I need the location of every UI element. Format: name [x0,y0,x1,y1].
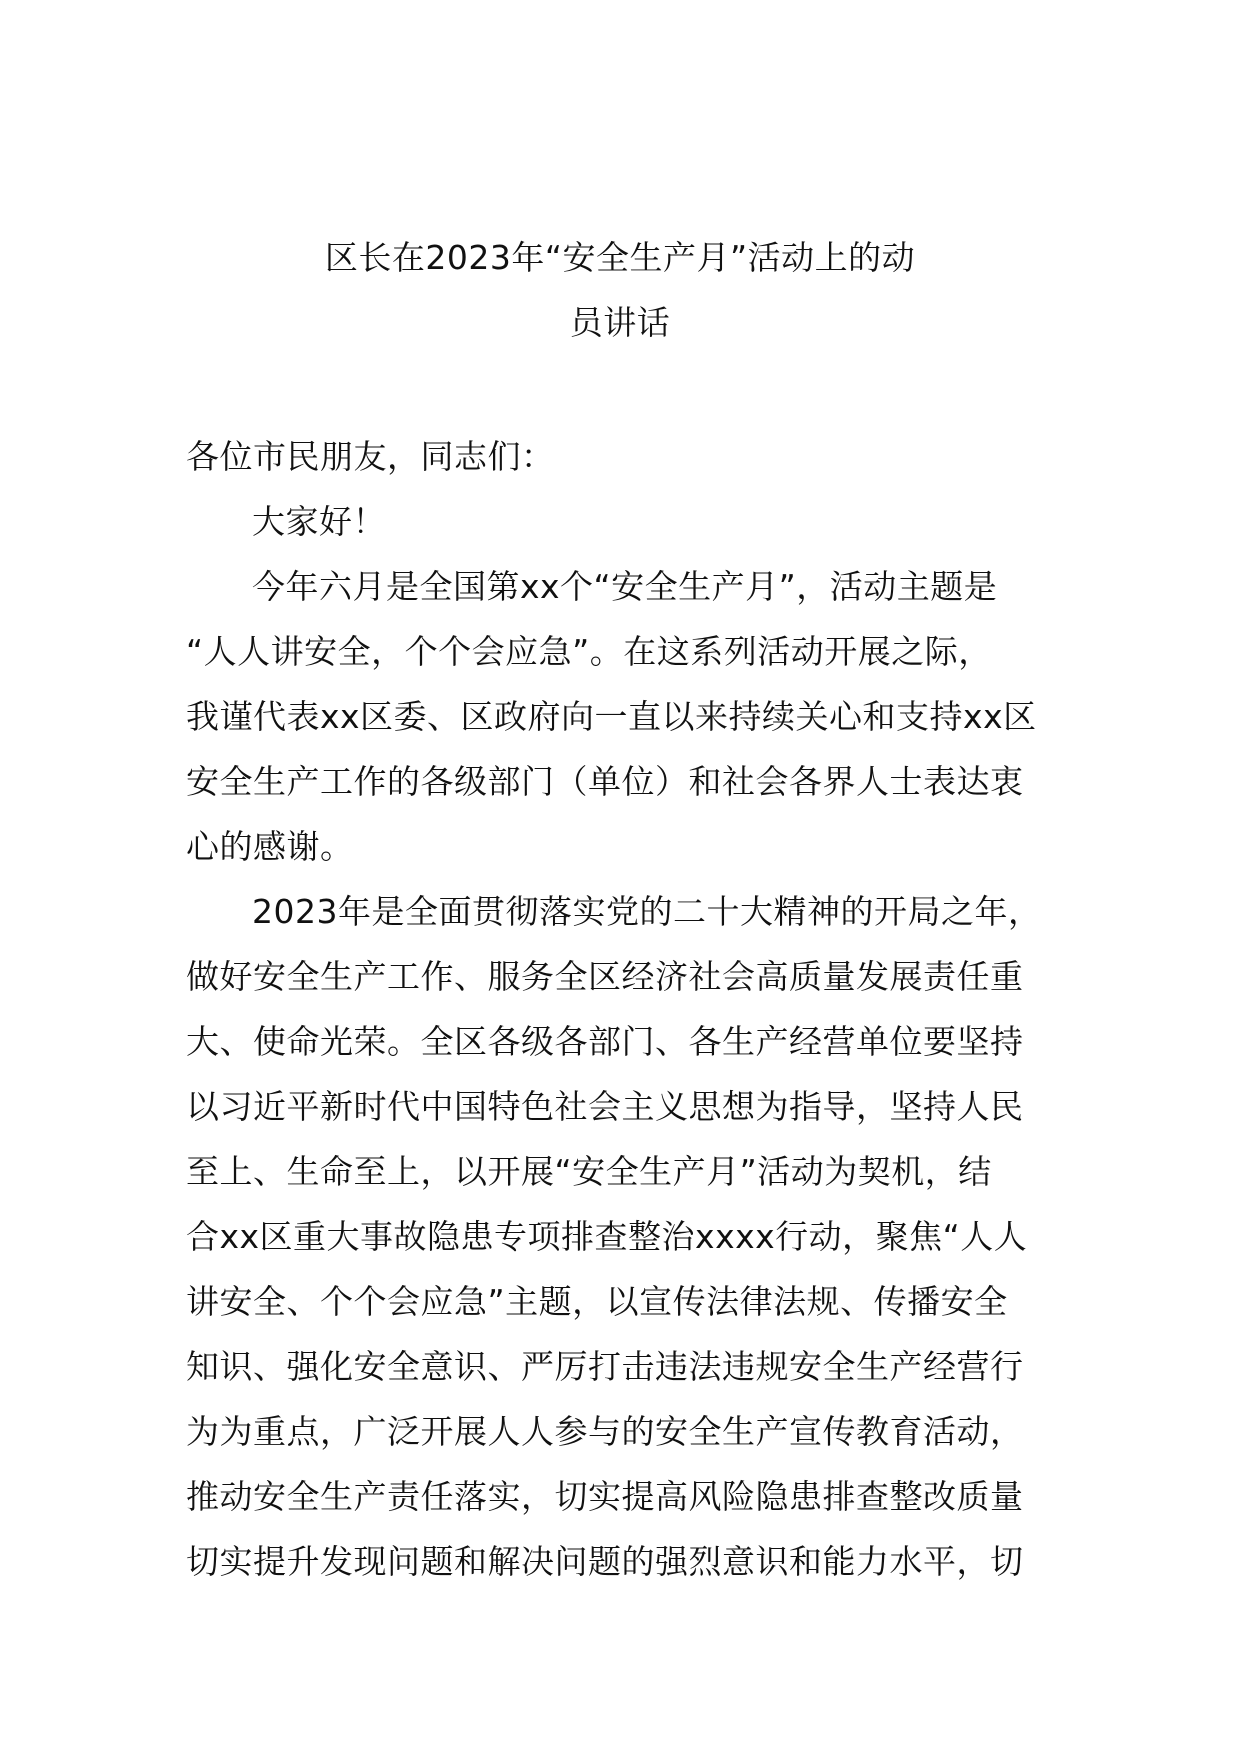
paragraph-line: 合xx区重大事故隐患专项排查整治xxxx行动，聚焦“人人 [186,1217,1028,1256]
paragraph-line: 安全生产工作的各级部门（单位）和社会各界人士表达衷 [186,762,1024,801]
paragraph-line: 推动安全生产责任落实，切实提高风险隐患排查整改质量 [186,1477,1024,1516]
paragraph-line: “人人讲安全，个个会应急”。在这系列活动开展之际， [186,632,992,671]
paragraph-line: 至上、生命至上，以开展“安全生产月”活动为契机，结 [186,1152,992,1191]
paragraph-line: 心的感谢。 [186,827,354,866]
paragraph-line: 知识、强化安全意识、严厉打击违法违规安全生产经营行 [186,1347,1024,1386]
salutation: 各位市民朋友，同志们： [186,437,555,476]
paragraph-line: 2023年是全面贯彻落实党的二十大精神的开局之年， [252,892,1042,931]
paragraph-1 [186,554,1066,879]
title-line: 区长在2023年“安全生产月”活动上的动 [324,238,916,277]
paragraph-line: 为为重点，广泛开展人人参与的安全生产宣传教育活动， [186,1412,1024,1451]
paragraph-line: 以习近平新时代中国特色社会主义思想为指导，坚持人民 [186,1087,1024,1126]
paragraph-2 [186,879,1066,1594]
document-title [150,225,1090,355]
document-body [186,424,1066,1594]
paragraph-line: 做好安全生产工作、服务全区经济社会高质量发展责任重 [186,957,1024,996]
paragraph-line: 切实提升发现问题和解决问题的强烈意识和能力水平，切 [186,1542,1024,1581]
title-line: 员讲话 [569,303,671,342]
paragraph-line: 讲安全、个个会应急”主题，以宣传法律法规、传播安全 [186,1282,1008,1321]
paragraph-line: 今年六月是全国第xx个“安全生产月”，活动主题是 [252,567,998,606]
paragraph-line: 大、使命光荣。全区各级各部门、各生产经营单位要坚持 [186,1022,1024,1061]
greeting: 大家好！ [252,502,386,541]
paragraph-line: 我谨代表xx区委、区政府向一直以来持续关心和支持xx区 [186,697,1037,736]
